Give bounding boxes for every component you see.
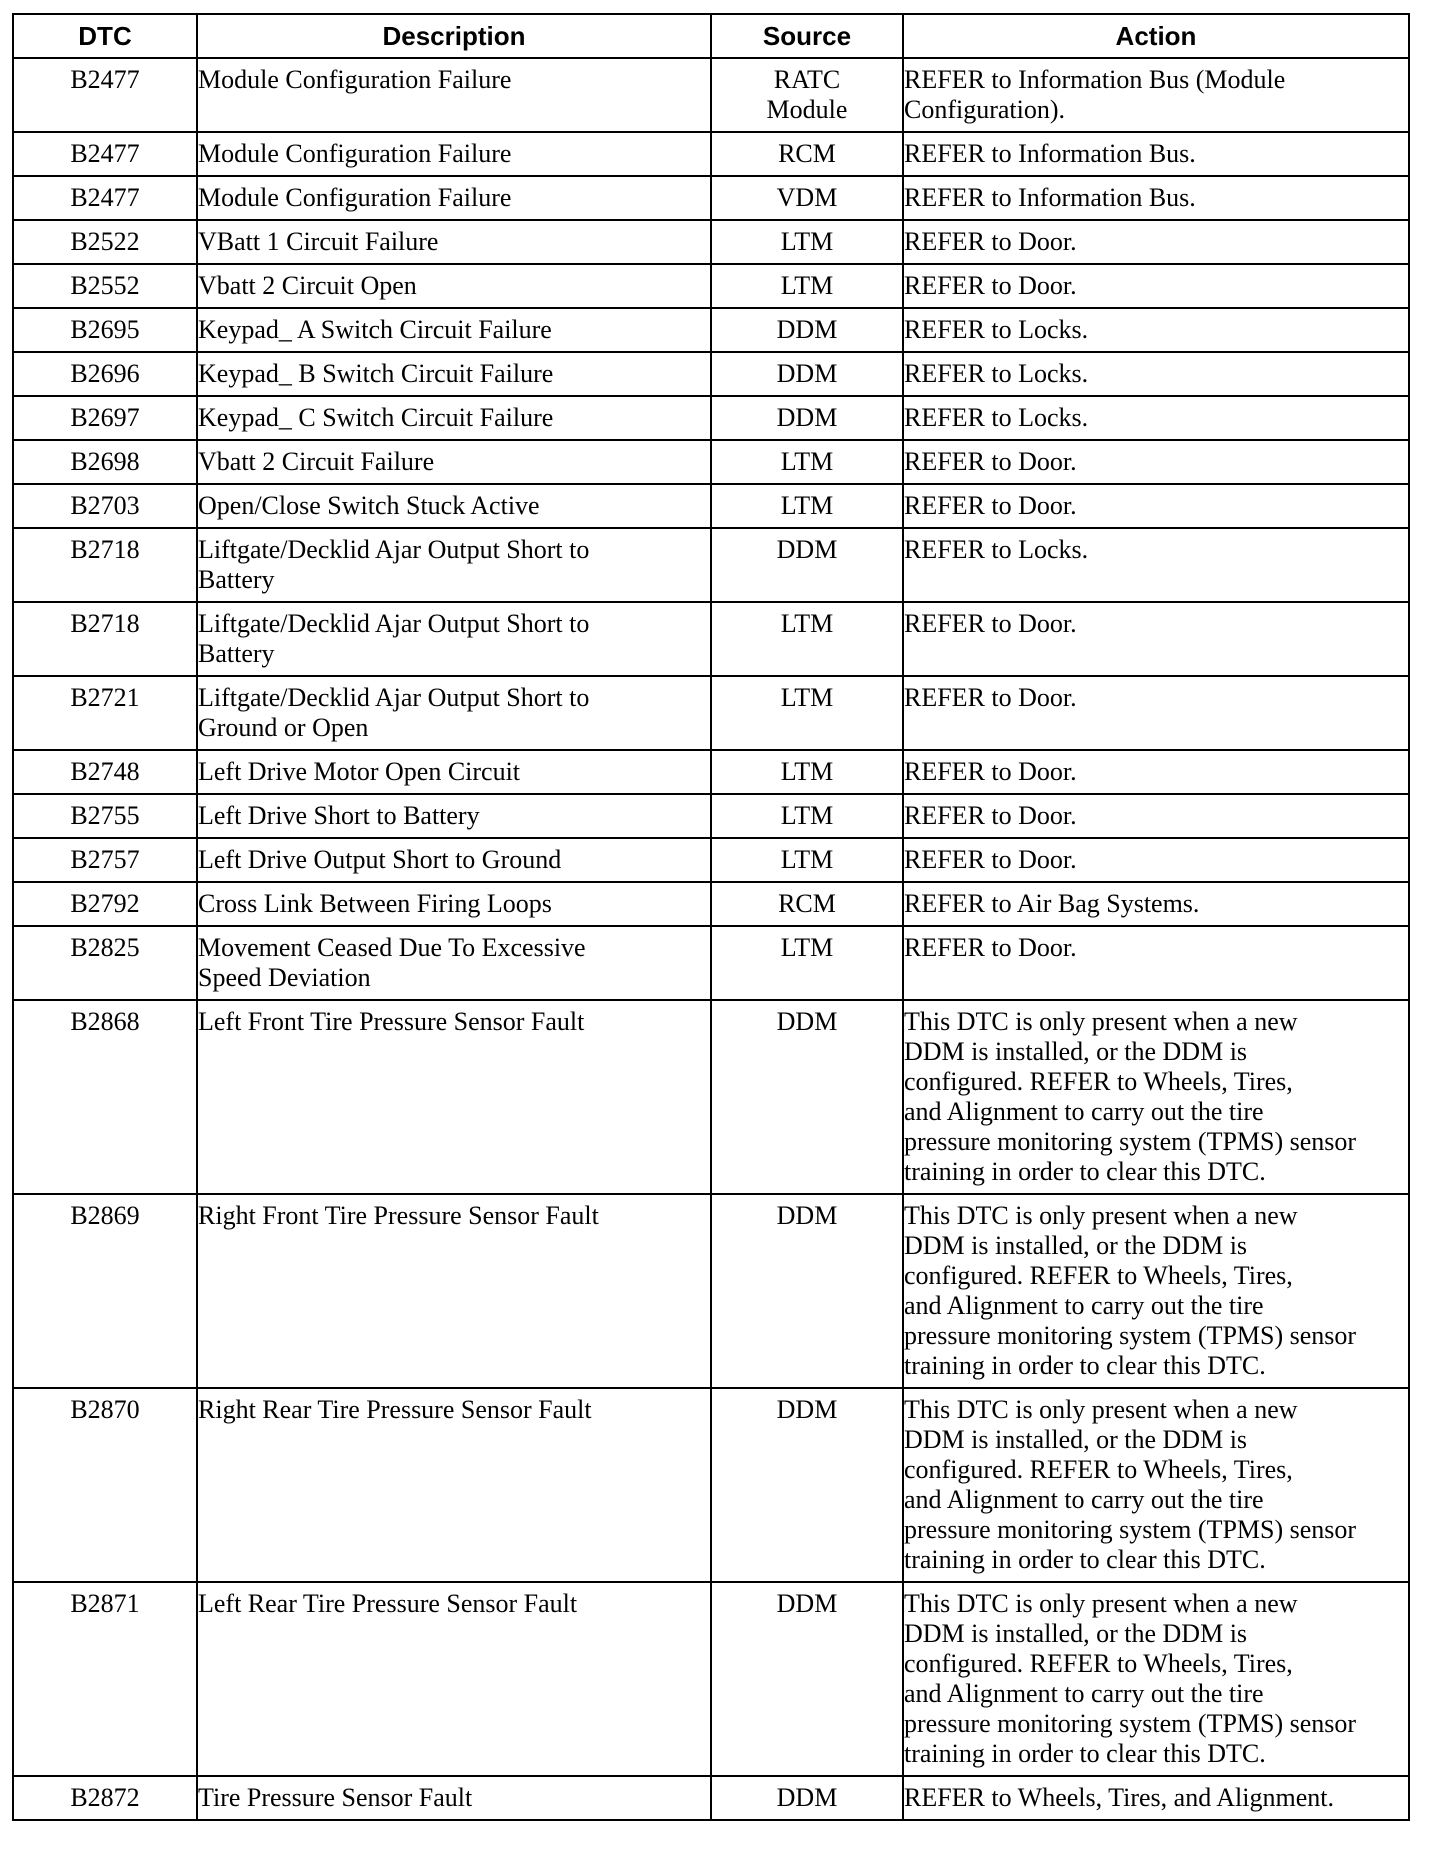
dtc-code-cell-text: B2792 xyxy=(70,889,140,918)
source-cell-text: DDM xyxy=(776,1783,838,1812)
source-cell xyxy=(711,1776,903,1820)
dtc-code-cell xyxy=(13,882,197,926)
table-row xyxy=(13,220,1409,264)
source-cell-text: RCM xyxy=(778,889,836,918)
dtc-code-cell xyxy=(13,440,197,484)
action-cell-text: REFER to Door. xyxy=(904,845,1077,874)
description-cell xyxy=(197,750,711,794)
dtc-code-cell-text: B2477 xyxy=(70,139,140,168)
description-cell xyxy=(197,1388,711,1582)
action-cell-text: REFER to Information Bus. xyxy=(904,183,1196,212)
table-row xyxy=(13,58,1409,132)
dtc-code-cell-text: B2696 xyxy=(70,359,140,388)
dtc-code-cell-text: B2871 xyxy=(70,1589,140,1618)
source-cell xyxy=(711,220,903,264)
description-cell-text: Keypad_ C Switch Circuit Failure xyxy=(198,403,554,432)
table-row xyxy=(13,1582,1409,1776)
dtc-code-cell xyxy=(13,528,197,602)
source-cell xyxy=(711,132,903,176)
action-cell-text: This DTC is only present when a new DDM is installed, or the DDM is configured. REFER to Wheels, Tires, and Alignment to carry out the tire pressure monitoring system (TPMS) sensor training in order to clear this DTC. xyxy=(904,1395,1357,1574)
dtc-table xyxy=(12,13,1410,1821)
action-cell-text: REFER to Door. xyxy=(904,447,1077,476)
table-row xyxy=(13,794,1409,838)
dtc-code-cell xyxy=(13,1582,197,1776)
table-row xyxy=(13,750,1409,794)
description-cell xyxy=(197,220,711,264)
action-cell xyxy=(903,882,1409,926)
action-cell xyxy=(903,750,1409,794)
table-row xyxy=(13,264,1409,308)
dtc-code-cell xyxy=(13,926,197,1000)
action-cell xyxy=(903,676,1409,750)
dtc-code-cell xyxy=(13,264,197,308)
dtc-code-cell xyxy=(13,352,197,396)
source-cell-text: DDM xyxy=(776,1395,838,1424)
dtc-code-cell-text: B2718 xyxy=(70,535,140,564)
source-cell xyxy=(711,58,903,132)
action-cell xyxy=(903,1000,1409,1194)
source-cell xyxy=(711,176,903,220)
description-cell-text: Module Configuration Failure xyxy=(198,139,512,168)
source-cell-text: RATC Module xyxy=(766,65,848,124)
table-row xyxy=(13,484,1409,528)
source-cell-text: DDM xyxy=(776,1007,838,1036)
header-action: Action xyxy=(903,14,1409,58)
dtc-code-cell-text: B2870 xyxy=(70,1395,140,1424)
action-cell xyxy=(903,132,1409,176)
source-cell xyxy=(711,528,903,602)
description-cell xyxy=(197,176,711,220)
dtc-code-cell-text: B2522 xyxy=(70,227,140,256)
action-cell xyxy=(903,58,1409,132)
description-cell xyxy=(197,882,711,926)
action-cell xyxy=(903,396,1409,440)
source-cell xyxy=(711,1194,903,1388)
description-cell xyxy=(197,264,711,308)
table-row xyxy=(13,882,1409,926)
description-cell-text: Right Front Tire Pressure Sensor Fault xyxy=(198,1201,599,1230)
description-cell xyxy=(197,838,711,882)
source-cell xyxy=(711,1388,903,1582)
header-dtc: DTC xyxy=(13,14,197,58)
table-row xyxy=(13,838,1409,882)
action-cell xyxy=(903,220,1409,264)
description-cell xyxy=(197,1194,711,1388)
action-cell xyxy=(903,1194,1409,1388)
dtc-code-cell-text: B2477 xyxy=(70,183,140,212)
source-cell-text: LTM xyxy=(780,683,834,712)
dtc-code-cell xyxy=(13,308,197,352)
description-cell-text: Left Drive Output Short to Ground xyxy=(198,845,562,874)
description-cell-text: Cross Link Between Firing Loops xyxy=(198,889,552,918)
dtc-code-cell-text: B2869 xyxy=(70,1201,140,1230)
action-cell xyxy=(903,1776,1409,1820)
action-cell xyxy=(903,484,1409,528)
source-cell-text: RCM xyxy=(778,139,836,168)
source-cell xyxy=(711,440,903,484)
action-cell xyxy=(903,308,1409,352)
source-cell xyxy=(711,926,903,1000)
action-cell xyxy=(903,1388,1409,1582)
dtc-code-cell xyxy=(13,132,197,176)
source-cell-text: LTM xyxy=(780,801,834,830)
header-description: Description xyxy=(197,14,711,58)
table-row xyxy=(13,132,1409,176)
table-row xyxy=(13,528,1409,602)
source-cell xyxy=(711,602,903,676)
source-cell-text: LTM xyxy=(780,609,834,638)
source-cell-text: LTM xyxy=(780,227,834,256)
action-cell-text: REFER to Door. xyxy=(904,609,1077,638)
dtc-code-cell xyxy=(13,602,197,676)
action-cell-text: REFER to Door. xyxy=(904,683,1077,712)
description-cell-text: Keypad_ B Switch Circuit Failure xyxy=(198,359,554,388)
source-cell xyxy=(711,1582,903,1776)
action-cell xyxy=(903,352,1409,396)
table-body xyxy=(13,58,1409,1820)
action-cell xyxy=(903,926,1409,1000)
dtc-code-cell-text: B2721 xyxy=(70,683,140,712)
action-cell-text: REFER to Information Bus. xyxy=(904,139,1196,168)
dtc-code-cell xyxy=(13,58,197,132)
dtc-code-cell xyxy=(13,1388,197,1582)
action-cell xyxy=(903,794,1409,838)
description-cell xyxy=(197,676,711,750)
table-row xyxy=(13,1194,1409,1388)
source-cell-text: DDM xyxy=(776,535,838,564)
table-row xyxy=(13,1776,1409,1820)
dtc-code-cell xyxy=(13,750,197,794)
description-cell-text: Right Rear Tire Pressure Sensor Fault xyxy=(198,1395,592,1424)
description-cell xyxy=(197,926,711,1000)
table-row xyxy=(13,308,1409,352)
table-row xyxy=(13,926,1409,1000)
dtc-code-cell xyxy=(13,396,197,440)
document-page xyxy=(12,13,1410,1821)
description-cell xyxy=(197,440,711,484)
dtc-code-cell-text: B2695 xyxy=(70,315,140,344)
dtc-code-cell xyxy=(13,484,197,528)
table-row xyxy=(13,396,1409,440)
source-cell-text: LTM xyxy=(780,845,834,874)
source-cell xyxy=(711,352,903,396)
description-cell xyxy=(197,352,711,396)
dtc-code-cell xyxy=(13,794,197,838)
table-row xyxy=(13,602,1409,676)
dtc-code-cell-text: B2755 xyxy=(70,801,140,830)
action-cell-text: REFER to Locks. xyxy=(904,535,1089,564)
table-row xyxy=(13,352,1409,396)
action-cell-text: REFER to Door. xyxy=(904,757,1077,786)
table-row xyxy=(13,1000,1409,1194)
dtc-code-cell-text: B2697 xyxy=(70,403,140,432)
source-cell-text: DDM xyxy=(776,359,838,388)
source-cell-text: LTM xyxy=(780,757,834,786)
dtc-code-cell xyxy=(13,1776,197,1820)
dtc-code-cell-text: B2825 xyxy=(70,933,140,962)
table-header-row xyxy=(13,14,1409,58)
source-cell-text: LTM xyxy=(780,271,834,300)
description-cell xyxy=(197,602,711,676)
description-cell-text: Liftgate/Decklid Ajar Output Short to Battery xyxy=(198,609,590,668)
description-cell xyxy=(197,1776,711,1820)
source-cell-text: LTM xyxy=(780,491,834,520)
description-cell-text: VBatt 1 Circuit Failure xyxy=(198,227,439,256)
action-cell xyxy=(903,838,1409,882)
description-cell xyxy=(197,528,711,602)
table-row xyxy=(13,676,1409,750)
description-cell xyxy=(197,308,711,352)
dtc-code-cell xyxy=(13,1194,197,1388)
header-source: Source xyxy=(711,14,903,58)
table-row xyxy=(13,440,1409,484)
description-cell-text: Module Configuration Failure xyxy=(198,183,512,212)
action-cell-text: REFER to Locks. xyxy=(904,359,1089,388)
description-cell xyxy=(197,396,711,440)
source-cell xyxy=(711,838,903,882)
action-cell xyxy=(903,1582,1409,1776)
source-cell xyxy=(711,794,903,838)
action-cell-text: REFER to Wheels, Tires, and Alignment. xyxy=(904,1783,1334,1812)
description-cell-text: Left Drive Motor Open Circuit xyxy=(198,757,521,786)
action-cell-text: REFER to Door. xyxy=(904,271,1077,300)
description-cell-text: Left Front Tire Pressure Sensor Fault xyxy=(198,1007,585,1036)
action-cell-text: REFER to Door. xyxy=(904,491,1077,520)
action-cell-text: REFER to Door. xyxy=(904,801,1077,830)
description-cell xyxy=(197,794,711,838)
dtc-code-cell-text: B2868 xyxy=(70,1007,140,1036)
action-cell-text: REFER to Door. xyxy=(904,227,1077,256)
description-cell xyxy=(197,58,711,132)
source-cell-text: DDM xyxy=(776,1589,838,1618)
description-cell-text: Keypad_ A Switch Circuit Failure xyxy=(198,315,552,344)
action-cell-text: REFER to Locks. xyxy=(904,315,1089,344)
source-cell xyxy=(711,484,903,528)
description-cell-text: Vbatt 2 Circuit Open xyxy=(198,271,417,300)
dtc-code-cell-text: B2698 xyxy=(70,447,140,476)
description-cell-text: Vbatt 2 Circuit Failure xyxy=(198,447,435,476)
description-cell-text: Left Drive Short to Battery xyxy=(198,801,480,830)
description-cell-text: Open/Close Switch Stuck Active xyxy=(198,491,540,520)
source-cell xyxy=(711,308,903,352)
description-cell-text: Left Rear Tire Pressure Sensor Fault xyxy=(198,1589,578,1618)
source-cell xyxy=(711,264,903,308)
dtc-code-cell-text: B2477 xyxy=(70,65,140,94)
source-cell xyxy=(711,396,903,440)
source-cell xyxy=(711,676,903,750)
action-cell-text: REFER to Information Bus (Module Configuration). xyxy=(904,65,1286,124)
description-cell-text: Liftgate/Decklid Ajar Output Short to Ground or Open xyxy=(198,683,590,742)
table-row xyxy=(13,176,1409,220)
action-cell-text: REFER to Air Bag Systems. xyxy=(904,889,1200,918)
action-cell xyxy=(903,176,1409,220)
dtc-code-cell xyxy=(13,176,197,220)
description-cell-text: Module Configuration Failure xyxy=(198,65,512,94)
description-cell xyxy=(197,1582,711,1776)
description-cell xyxy=(197,1000,711,1194)
dtc-code-cell-text: B2872 xyxy=(70,1783,140,1812)
action-cell xyxy=(903,440,1409,484)
table-row xyxy=(13,1388,1409,1582)
action-cell xyxy=(903,528,1409,602)
source-cell-text: LTM xyxy=(780,933,834,962)
source-cell xyxy=(711,750,903,794)
action-cell-text: This DTC is only present when a new DDM is installed, or the DDM is configured. REFER to Wheels, Tires, and Alignment to carry out the tire pressure monitoring system (TPMS) sensor training in order to clear this DTC. xyxy=(904,1201,1357,1380)
dtc-code-cell xyxy=(13,838,197,882)
description-cell-text: Tire Pressure Sensor Fault xyxy=(198,1783,473,1812)
description-cell xyxy=(197,484,711,528)
source-cell-text: DDM xyxy=(776,403,838,432)
dtc-code-cell-text: B2748 xyxy=(70,757,140,786)
source-cell-text: DDM xyxy=(776,315,838,344)
dtc-code-cell-text: B2718 xyxy=(70,609,140,638)
action-cell-text: REFER to Door. xyxy=(904,933,1077,962)
dtc-code-cell xyxy=(13,220,197,264)
dtc-code-cell xyxy=(13,676,197,750)
dtc-code-cell xyxy=(13,1000,197,1194)
description-cell xyxy=(197,132,711,176)
description-cell-text: Movement Ceased Due To Excessive Speed Deviation xyxy=(198,933,586,992)
action-cell xyxy=(903,264,1409,308)
dtc-code-cell-text: B2552 xyxy=(70,271,140,300)
action-cell xyxy=(903,602,1409,676)
source-cell xyxy=(711,882,903,926)
source-cell-text: LTM xyxy=(780,447,834,476)
action-cell-text: This DTC is only present when a new DDM is installed, or the DDM is configured. REFER to Wheels, Tires, and Alignment to carry out the tire pressure monitoring system (TPMS) sensor training in order to clear this DTC. xyxy=(904,1007,1357,1186)
action-cell-text: This DTC is only present when a new DDM is installed, or the DDM is configured. REFER to Wheels, Tires, and Alignment to carry out the tire pressure monitoring system (TPMS) sensor training in order to clear this DTC. xyxy=(904,1589,1357,1768)
dtc-code-cell-text: B2703 xyxy=(70,491,140,520)
source-cell xyxy=(711,1000,903,1194)
description-cell-text: Liftgate/Decklid Ajar Output Short to Battery xyxy=(198,535,590,594)
dtc-code-cell-text: B2757 xyxy=(70,845,140,874)
source-cell-text: DDM xyxy=(776,1201,838,1230)
action-cell-text: REFER to Locks. xyxy=(904,403,1089,432)
source-cell-text: VDM xyxy=(776,183,838,212)
